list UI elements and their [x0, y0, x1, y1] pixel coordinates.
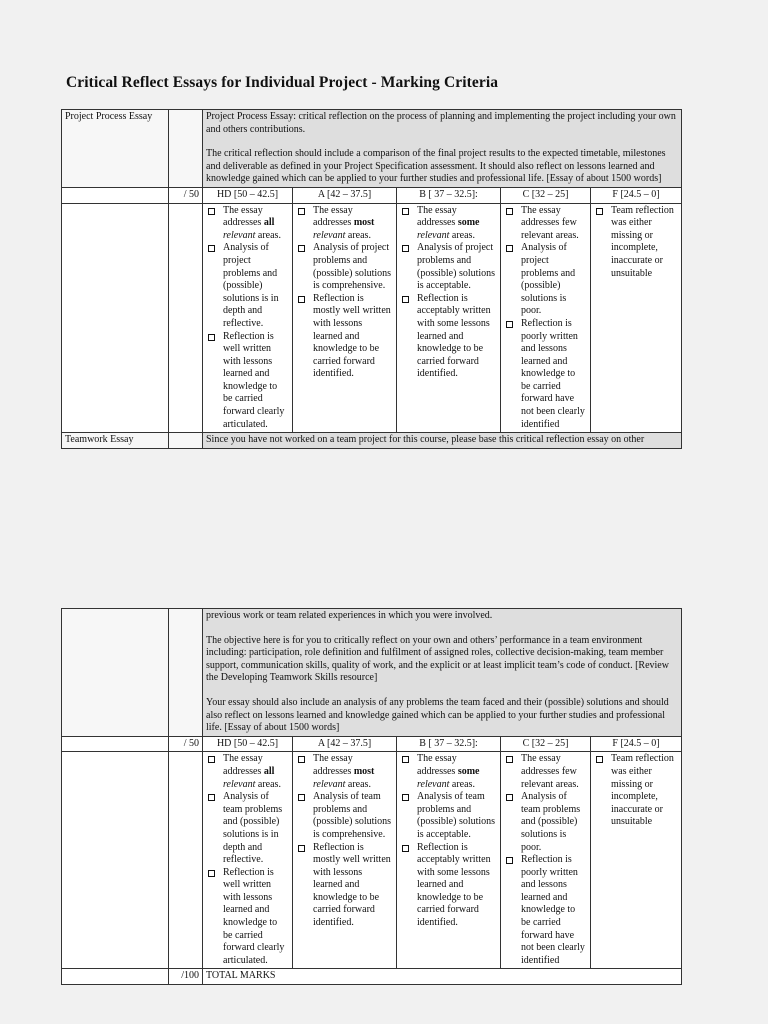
teamwork-description-row [62, 609, 682, 737]
checkbox-bullet-icon [298, 756, 305, 763]
criteria-item: Analysis of project problems and (possible) solutions is acceptable. [400, 242, 497, 292]
description-paragraph: Your essay should also include an analysis of any problems the team faced and their (possible) solutions and should also reflect on lessons learned and knowledge gained which can be applied to your further studies and professional life. [Essay of about 1500 words] [206, 696, 669, 734]
criteria-list [594, 205, 678, 281]
criteria-list [296, 205, 393, 381]
project-essay-description [203, 110, 682, 188]
marking-criteria-table-page-2 [61, 608, 682, 985]
empty-cell [62, 187, 169, 203]
checkbox-bullet-icon [298, 845, 305, 852]
criteria-item: Analysis of team problems and (possible) solutions is acceptable. [400, 791, 497, 841]
empty-cell [62, 752, 169, 969]
empty-cell [62, 609, 169, 737]
criteria-item: The essay addresses few relevant areas. [504, 205, 587, 243]
criteria-hd-cell [203, 752, 293, 969]
grade-b-header: B [ 37 – 32.5]: [397, 187, 501, 203]
checkbox-bullet-icon [506, 756, 513, 763]
criteria-item: Reflection is poorly written and lessons learned and knowledge to be carried forward have not been clearly identified [504, 318, 587, 431]
empty-cell [62, 736, 169, 752]
total-marks-label: TOTAL MARKS [203, 969, 682, 985]
criteria-item: The essay addresses all relevant areas. [206, 753, 289, 791]
criteria-item: Analysis of team problems and (possible) solutions is in depth and reflective. [206, 791, 289, 867]
checkbox-bullet-icon [298, 208, 305, 215]
criteria-list [400, 753, 497, 929]
grade-hd-header: HD [50 – 42.5] [203, 736, 293, 752]
criteria-item: Team reflection was either missing or incomplete, inaccurate or unsuitable [594, 753, 678, 829]
checkbox-bullet-icon [402, 756, 409, 763]
project-grade-header-row [62, 187, 682, 203]
criteria-item: Reflection is mostly well written with lessons learned and knowledge to be carried forward identified. [296, 293, 393, 381]
description-paragraph: Project Process Essay: critical reflection on the process of planning and implementing the project including your own and others contributions. [206, 111, 676, 135]
criteria-item: Reflection is poorly written and lessons learned and knowledge to be carried forward have not been clearly identified [504, 854, 587, 967]
teamwork-essay-description-start [203, 433, 682, 449]
description-paragraph: The objective here is for you to critically reflect on your own and others’ performance in a team environment including: participation, role definition and fulfilment of assigned roles, collective decision-making, team member support, communication skills, quality of work, and the explicit or at least implicit team’s code of conduct. [Review the Developing Teamwork Skills resource] [206, 634, 669, 684]
teamwork-grade-header-row [62, 736, 682, 752]
empty-cell [169, 110, 203, 188]
criteria-item: The essay addresses most relevant areas. [296, 753, 393, 791]
criteria-item: Reflection is well written with lessons learned and knowledge to be carried forward clearly articulated. [206, 867, 289, 968]
criteria-item: Analysis of project problems and (possible) solutions is in depth and reflective. [206, 242, 289, 330]
criteria-item: Reflection is acceptably written with some lessons learned and knowledge to be carried forward identified. [400, 293, 497, 381]
total-marks-row [62, 969, 682, 985]
description-paragraph: previous work or team related experiences in which you were involved. [206, 610, 493, 621]
checkbox-bullet-icon [506, 794, 513, 801]
project-description-row [62, 110, 682, 188]
grade-f-header: F [24.5 – 0] [591, 736, 682, 752]
criteria-item: The essay addresses most relevant areas. [296, 205, 393, 243]
empty-cell [169, 433, 203, 449]
criteria-item: Analysis of project problems and (possible) solutions is comprehensive. [296, 242, 393, 292]
checkbox-bullet-icon [596, 208, 603, 215]
grade-c-header: C [32 – 25] [501, 736, 591, 752]
grade-b-header: B [ 37 – 32.5]: [397, 736, 501, 752]
description-line: Since you have not worked on a team project for this course, please base this critical reflection essay on other [206, 434, 645, 446]
criteria-f-cell [591, 752, 682, 969]
checkbox-bullet-icon [298, 245, 305, 252]
page-title: Critical Reflect Essays for Individual Project - Marking Criteria [66, 74, 499, 91]
checkbox-bullet-icon [402, 245, 409, 252]
criteria-item: Team reflection was either missing or incomplete, inaccurate or unsuitable [594, 205, 678, 281]
checkbox-bullet-icon [506, 208, 513, 215]
criteria-item: Analysis of team problems and (possible) solutions is poor. [504, 791, 587, 854]
criteria-a-cell [293, 203, 397, 433]
empty-cell [169, 752, 203, 969]
checkbox-bullet-icon [208, 794, 215, 801]
project-criteria-row [62, 203, 682, 433]
criteria-c-cell [501, 752, 591, 969]
grade-a-header: A [42 – 37.5] [293, 187, 397, 203]
empty-cell [169, 609, 203, 737]
teamwork-essay-description [203, 609, 682, 737]
teamwork-essay-label: Teamwork Essay [62, 433, 169, 449]
criteria-hd-cell [203, 203, 293, 433]
checkbox-bullet-icon [596, 756, 603, 763]
criteria-list [504, 753, 587, 967]
criteria-item: Reflection is mostly well written with lessons learned and knowledge to be carried forward identified. [296, 842, 393, 930]
description-paragraph: The critical reflection should include a comparison of the final project results to the expected timetable, milestones and deliverable as defined in your Project Specification assessment. It should also reflect on lessons learned and knowledge gained which can be applied to your further studies and professional life. [Essay of about 1500 words] [206, 148, 666, 185]
checkbox-bullet-icon [208, 756, 215, 763]
criteria-a-cell [293, 752, 397, 969]
criteria-item: The essay addresses few relevant areas. [504, 753, 587, 791]
checkbox-bullet-icon [402, 296, 409, 303]
criteria-item: Analysis of project problems and (possible) solutions is poor. [504, 242, 587, 318]
marking-criteria-table-page-1 [61, 109, 682, 449]
criteria-item: Reflection is well written with lessons learned and knowledge to be carried forward clearly articulated. [206, 331, 289, 432]
checkbox-bullet-icon [402, 845, 409, 852]
grade-f-header: F [24.5 – 0] [591, 187, 682, 203]
checkbox-bullet-icon [208, 334, 215, 341]
teamwork-marks: / 50 [169, 736, 203, 752]
total-marks-value: /100 [169, 969, 203, 985]
criteria-list [296, 753, 393, 929]
grade-a-header: A [42 – 37.5] [293, 736, 397, 752]
criteria-list [594, 753, 678, 829]
criteria-item: The essay addresses some relevant areas. [400, 753, 497, 791]
teamwork-criteria-row [62, 752, 682, 969]
teamwork-description-row [62, 433, 682, 449]
criteria-item: Analysis of team problems and (possible) solutions is comprehensive. [296, 791, 393, 841]
project-essay-label: Project Process Essay [62, 110, 169, 188]
empty-cell [169, 203, 203, 433]
criteria-list [400, 205, 497, 381]
criteria-list [206, 205, 289, 432]
grade-hd-header: HD [50 – 42.5] [203, 187, 293, 203]
criteria-b-cell [397, 752, 501, 969]
checkbox-bullet-icon [402, 208, 409, 215]
checkbox-bullet-icon [506, 321, 513, 328]
criteria-item: Reflection is acceptably written with some lessons learned and knowledge to be carried forward identified. [400, 842, 497, 930]
criteria-list [206, 753, 289, 967]
checkbox-bullet-icon [298, 296, 305, 303]
checkbox-bullet-icon [402, 794, 409, 801]
criteria-b-cell [397, 203, 501, 433]
checkbox-bullet-icon [506, 245, 513, 252]
grade-c-header: C [32 – 25] [501, 187, 591, 203]
criteria-list [504, 205, 587, 432]
criteria-item: The essay addresses all relevant areas. [206, 205, 289, 243]
empty-cell [62, 969, 169, 985]
empty-cell [62, 203, 169, 433]
checkbox-bullet-icon [506, 857, 513, 864]
criteria-c-cell [501, 203, 591, 433]
checkbox-bullet-icon [208, 870, 215, 877]
checkbox-bullet-icon [208, 245, 215, 252]
criteria-f-cell [591, 203, 682, 433]
project-marks: / 50 [169, 187, 203, 203]
criteria-item: The essay addresses some relevant areas. [400, 205, 497, 243]
checkbox-bullet-icon [208, 208, 215, 215]
checkbox-bullet-icon [298, 794, 305, 801]
